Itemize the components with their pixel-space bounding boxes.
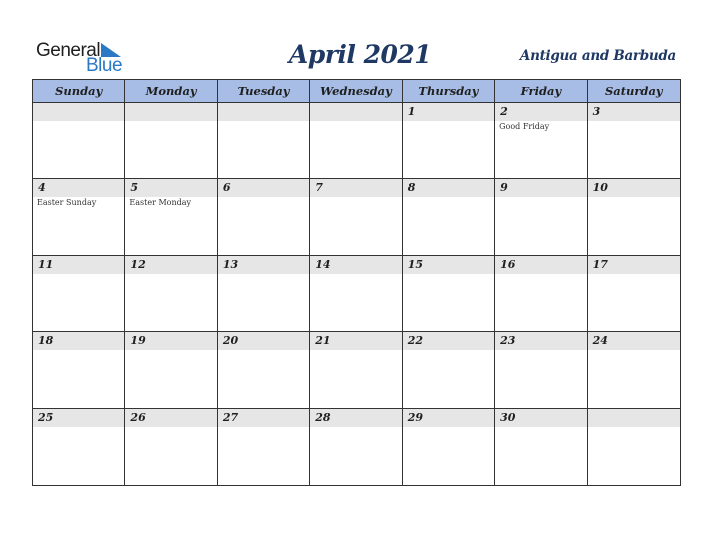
day-number: 14 [310,256,401,274]
day-number: 9 [495,179,586,197]
day-number: 29 [403,409,494,427]
day-number: 22 [403,332,494,350]
day-number: 2 [495,103,586,121]
day-cell [218,256,310,331]
day-number: 15 [403,256,494,274]
day-cell [588,409,680,485]
day-cell [310,179,402,254]
day-cell [125,256,217,331]
day-number: 26 [125,409,216,427]
logo-text-blue: Blue [86,55,123,76]
weekday-header-row [33,80,680,103]
week-row [33,179,680,255]
day-cell [588,332,680,407]
country-name: Antigua and Barbuda [519,48,676,64]
day-number: 27 [218,409,309,427]
day-number: 6 [218,179,309,197]
weekday-header: Tuesday [218,80,310,102]
day-cell [125,409,217,485]
day-number: 7 [310,179,401,197]
day-number: 11 [33,256,124,274]
day-number [125,103,216,121]
day-cell [588,103,680,178]
day-number: 12 [125,256,216,274]
week-row [33,103,680,179]
holiday-label: Easter Monday [129,198,192,208]
day-number [33,103,124,121]
day-cell [588,256,680,331]
day-number: 18 [33,332,124,350]
day-cell [403,256,495,331]
day-number: 20 [218,332,309,350]
day-number: 30 [495,409,586,427]
generalblue-logo [36,40,136,76]
week-row [33,332,680,408]
calendar-grid [32,79,681,486]
holiday-label: Good Friday [499,122,550,131]
day-cell [588,179,680,254]
day-cell [33,256,125,331]
day-cell [125,103,217,178]
day-number: 10 [588,179,680,197]
weekday-header: Thursday [403,80,495,102]
day-number: 3 [588,103,680,121]
day-number: 19 [125,332,216,350]
day-number: 23 [495,332,586,350]
day-number: 25 [33,409,124,427]
day-number: 28 [310,409,401,427]
day-cell [33,409,125,485]
day-cell [495,179,587,254]
weeks-container [33,103,680,485]
day-number [310,103,401,121]
day-number: 8 [403,179,494,197]
day-cell [495,332,587,407]
day-cell [33,179,125,254]
week-row [33,409,680,485]
weekday-header: Monday [125,80,217,102]
day-cell [403,179,495,254]
day-number: 5 [125,179,216,197]
day-number: 13 [218,256,309,274]
weekday-header: Wednesday [310,80,402,102]
day-cell [33,103,125,178]
day-cell [310,103,402,178]
day-cell [125,179,217,254]
day-number: 17 [588,256,680,274]
day-number: 24 [588,332,680,350]
day-number [588,409,680,427]
logo-text-general: General [36,40,101,61]
day-cell [310,332,402,407]
day-number: 16 [495,256,586,274]
day-number: 1 [403,103,494,121]
week-row [33,256,680,332]
day-cell [310,409,402,485]
weekday-header: Friday [495,80,587,102]
day-cell [310,256,402,331]
holiday-label: Easter Sunday [37,198,97,208]
day-cell [33,332,125,407]
day-number: 21 [310,332,401,350]
day-cell [403,332,495,407]
day-cell [495,409,587,485]
day-cell [403,409,495,485]
day-cell [218,332,310,407]
calendar-title: April 2021 [288,40,432,69]
day-cell [218,103,310,178]
day-cell [403,103,495,178]
weekday-header: Sunday [33,80,125,102]
day-cell [218,179,310,254]
day-cell [125,332,217,407]
day-cell [495,103,587,178]
weekday-header: Saturday [604,84,663,98]
day-number: 4 [33,179,124,197]
day-number [218,103,309,121]
day-cell [218,409,310,485]
day-cell [495,256,587,331]
